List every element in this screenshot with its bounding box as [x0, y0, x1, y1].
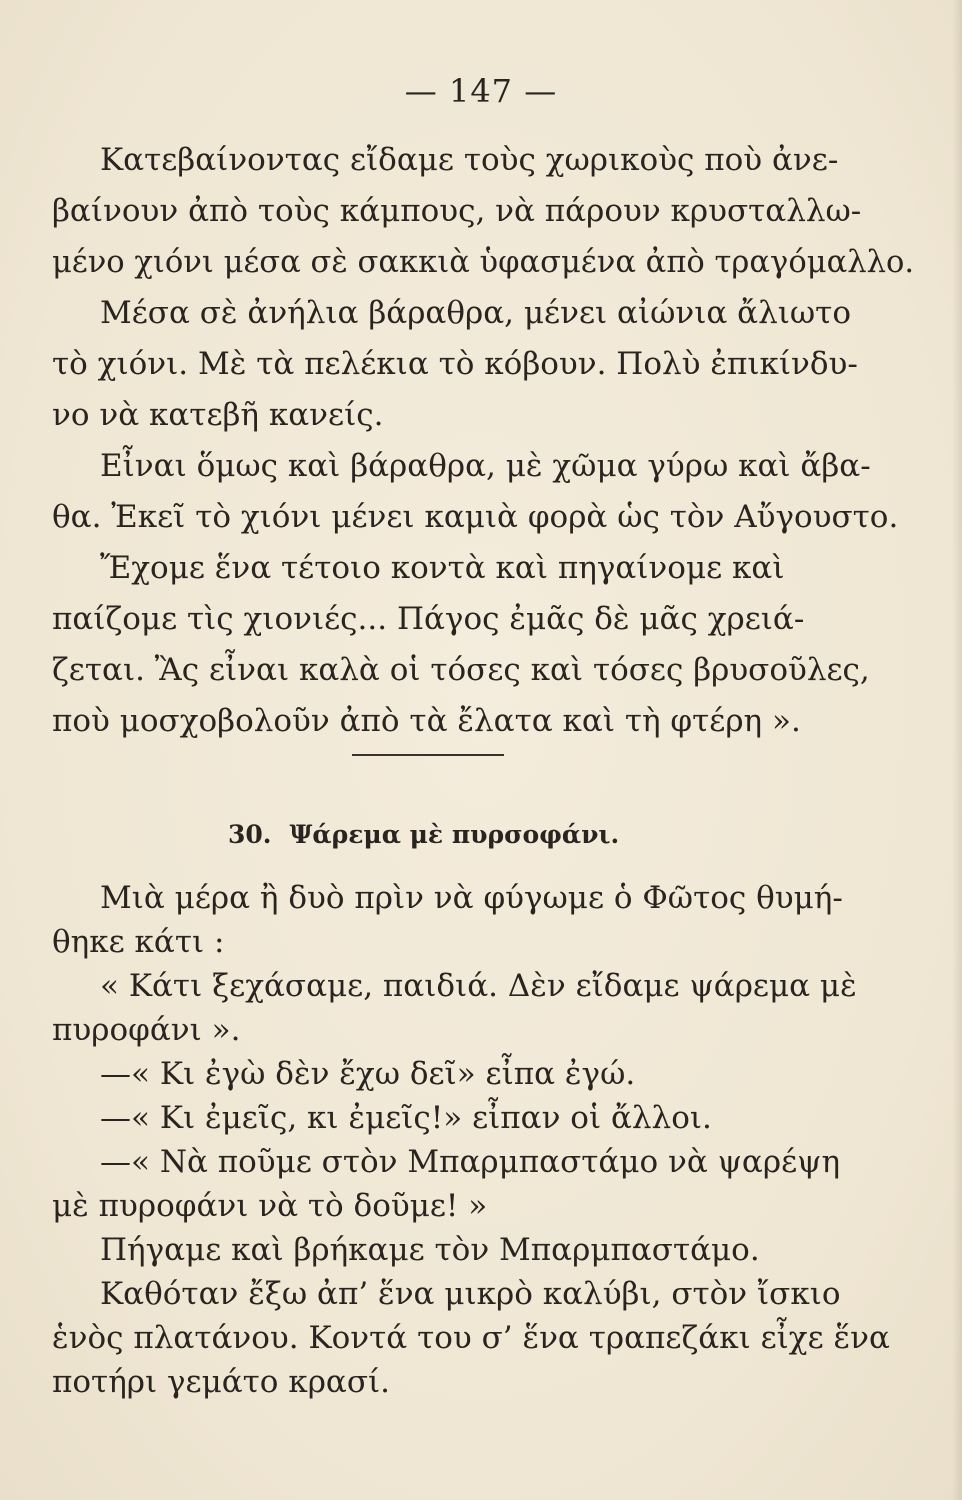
text-line: θα. Ἐκεῖ τὸ χιόνι μένει καμιὰ φορὰ ὡς τὸν Αὔγουστο. — [52, 499, 899, 535]
text-line: ποὺ μοσχοβολοῦν ἀπὸ τὰ ἔλατα καὶ τὴ φτέρη ». — [52, 703, 801, 739]
text-line: μένο χιόνι μέσα σὲ σακκιὰ ὑφασμένα ἀπὸ τραγόμαλλο. — [52, 244, 915, 280]
section-number: 30. — [228, 820, 272, 849]
section-heading — [228, 820, 619, 849]
text-line: ζεται. Ἂς εἶναι καλὰ οἱ τόσες καὶ τόσες βρυσοῦλες, — [52, 652, 870, 688]
page-number: — 147 — — [404, 72, 558, 110]
text-line: Μιὰ μέρα ἢ δυὸ πρὶν νὰ φύγωμε ὁ Φῶτος θυμή- — [100, 880, 843, 916]
text-line: —« Κι ἐμεῖς, κι ἐμεῖς!» εἶπαν οἱ ἄλλοι. — [100, 1100, 712, 1136]
text-line: θηκε κάτι : — [52, 924, 225, 960]
text-line: Κατεβαίνοντας εἴδαμε τοὺς χωρικοὺς ποὺ ἀνε- — [100, 142, 839, 178]
text-line: Εἶναι ὅμως καὶ βάραθρα, μὲ χῶμα γύρω καὶ ἄβα- — [100, 448, 871, 484]
text-line: Ἔχομε ἕνα τέτοιο κοντὰ καὶ πηγαίνομε καὶ — [100, 550, 785, 586]
text-line: πυροφάνι ». — [52, 1012, 241, 1048]
text-line: τὸ χιόνι. Μὲ τὰ πελέκια τὸ κόβουν. Πολὺ ἐπικίνδυ- — [52, 346, 858, 382]
section-title: Ψάρεμα μὲ πυρσοφάνι. — [289, 820, 620, 849]
text-line: —« Κι ἐγὼ δὲν ἔχω δεῖ» εἶπα ἐγώ. — [100, 1056, 636, 1092]
text-line: —« Νὰ ποῦμε στὸν Μπαρμπαστάμο νὰ ψαρέψη — [100, 1144, 841, 1180]
text-line: Καθόταν ἔξω ἀπ’ ἕνα μικρὸ καλύβι, στὸν ἴσκιο — [100, 1276, 841, 1312]
text-line: ποτήρι γεμάτο κρασί. — [52, 1364, 391, 1400]
text-line: μὲ πυροφάνι νὰ τὸ δοῦμε! » — [52, 1188, 488, 1224]
page-edge-shadow — [952, 0, 962, 1500]
text-line: βαίνουν ἀπὸ τοὺς κάμπους, νὰ πάρουν κρυσταλλω- — [52, 193, 862, 229]
text-line: ἑνὸς πλατάνου. Κοντά του σ’ ἕνα τραπεζάκι εἶχε ἕνα — [52, 1320, 890, 1356]
text-line: παίζομε τὶς χιονιές... Πάγος ἐμᾶς δὲ μᾶς χρειά- — [52, 601, 805, 637]
text-line: Πήγαμε καὶ βρήκαμε τὸν Μπαρμπαστάμο. — [100, 1232, 760, 1268]
text-line: « Κάτι ξεχάσαμε, παιδιά. Δὲν εἴδαμε ψάρεμα μὲ — [100, 968, 857, 1004]
section-separator — [352, 754, 504, 756]
text-line: νο νὰ κατεβῆ κανείς. — [52, 397, 384, 433]
text-line: Μέσα σὲ ἀνήλια βάραθρα, μένει αἰώνια ἄλιωτο — [100, 295, 851, 331]
